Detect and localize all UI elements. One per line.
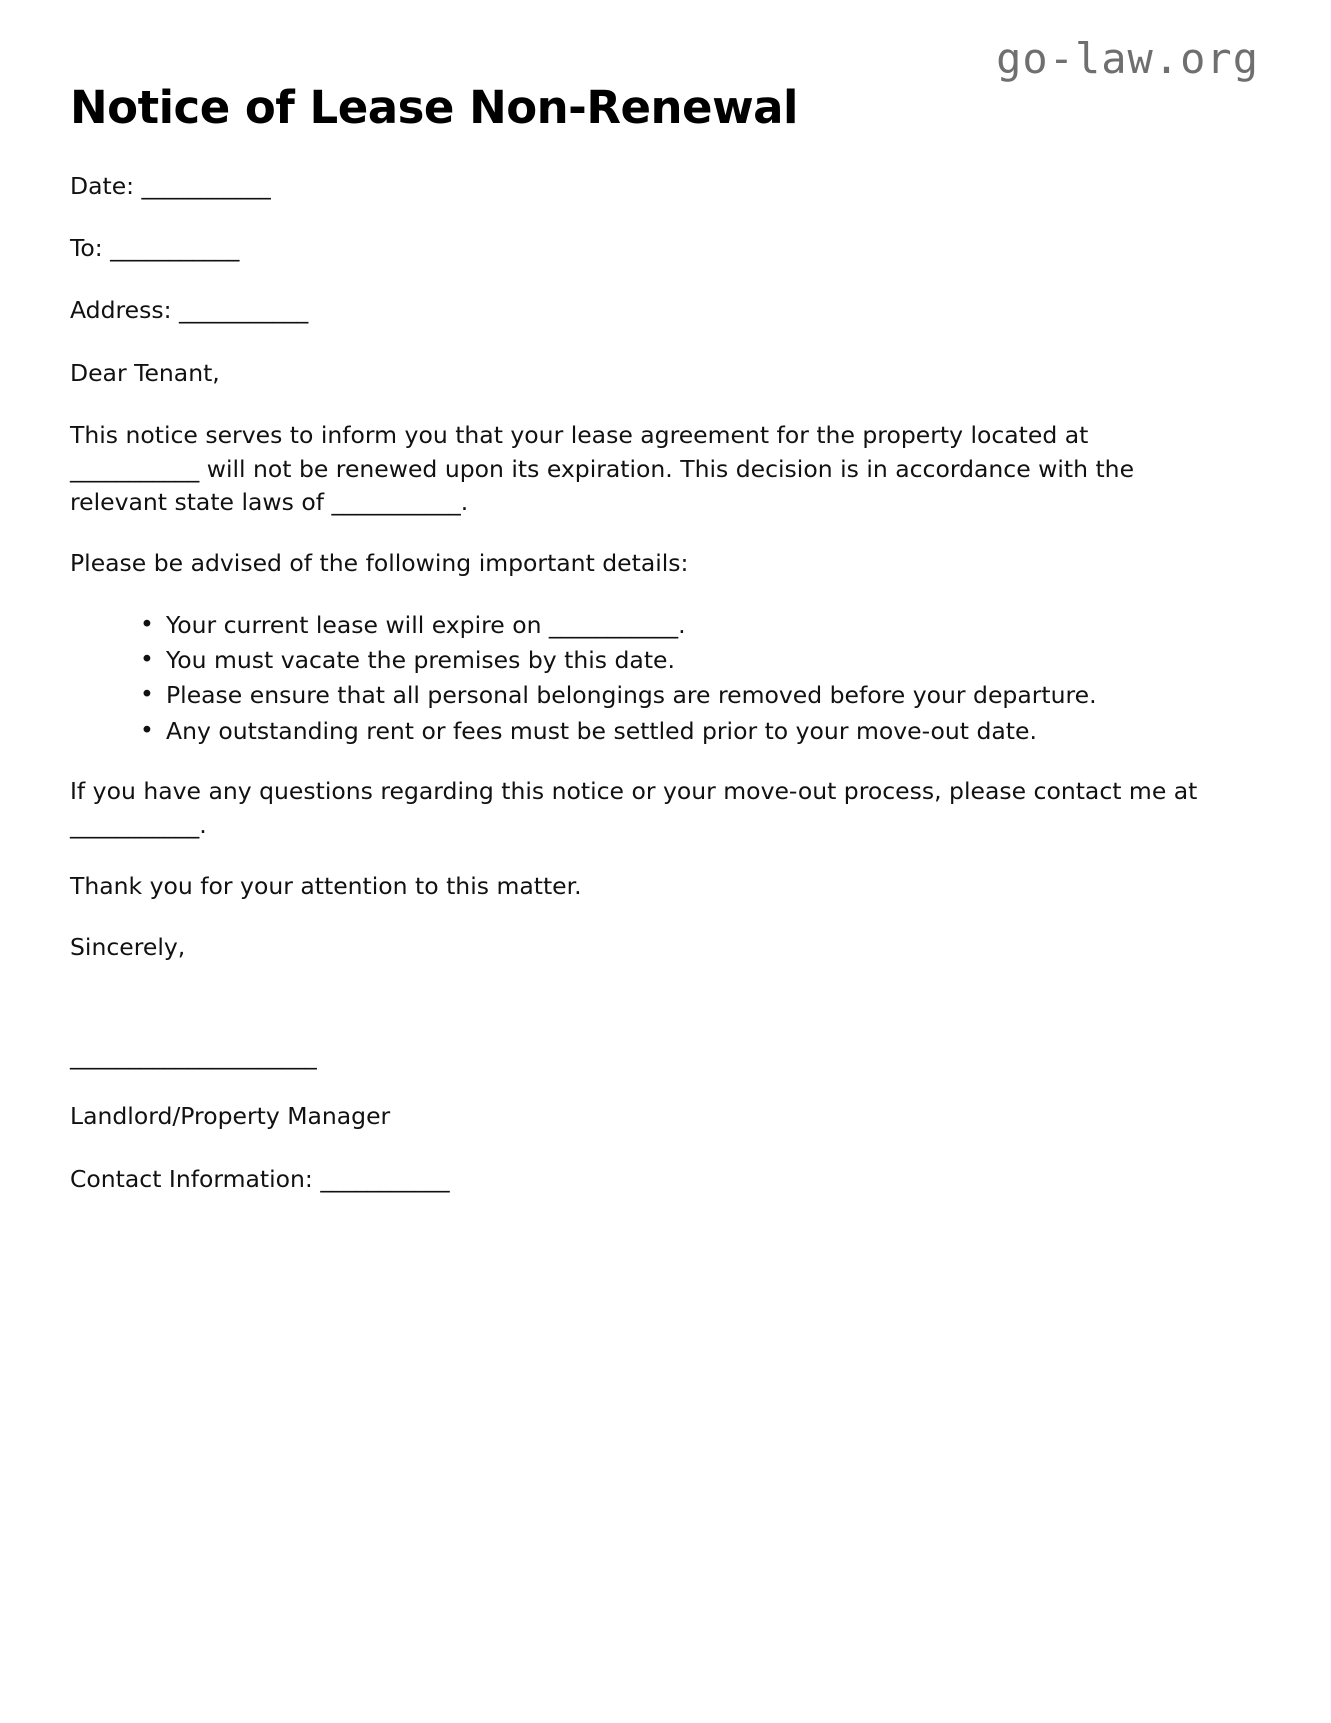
- salutation: Dear Tenant,: [70, 358, 220, 387]
- intro-paragraph: This notice serves to inform you that your lease agreement for the property located at ___________ will not be renewed upon its expiration. This decision is in accordance with the relevant state laws of ___________.: [70, 421, 1135, 516]
- field-date: Date: ___________: [70, 171, 271, 200]
- thanks-paragraph: Thank you for your attention to this matter.: [70, 872, 582, 901]
- page-title: Notice of Lease Non-Renewal: [70, 81, 798, 134]
- signature-line: _____________________: [70, 1041, 317, 1070]
- contact-information: Contact Information: ___________: [70, 1164, 450, 1193]
- site-watermark: go-law.org: [996, 34, 1259, 83]
- signer-title: Landlord/Property Manager: [70, 1102, 391, 1131]
- list-item: • Any outstanding rent or fees must be settled prior to your move-out date.: [140, 715, 1261, 747]
- contact-paragraph: If you have any questions regarding this notice or your move-out process, please contact me at ___________.: [70, 777, 1198, 839]
- list-item: • You must vacate the premises by this date.: [140, 644, 1261, 676]
- document-body: [70, 134, 1261, 1196]
- details-lead: Please be advised of the following important details:: [70, 549, 689, 578]
- list-item: • Please ensure that all personal belongings are removed before your departure.: [140, 679, 1261, 711]
- list-item: • Your current lease will expire on ___________.: [140, 609, 1261, 641]
- field-address: Address: ___________: [70, 296, 309, 325]
- closing: Sincerely,: [70, 933, 186, 962]
- field-to: To: ___________: [70, 234, 240, 263]
- signature-spacer: [70, 993, 1261, 1023]
- details-list: [70, 609, 1261, 748]
